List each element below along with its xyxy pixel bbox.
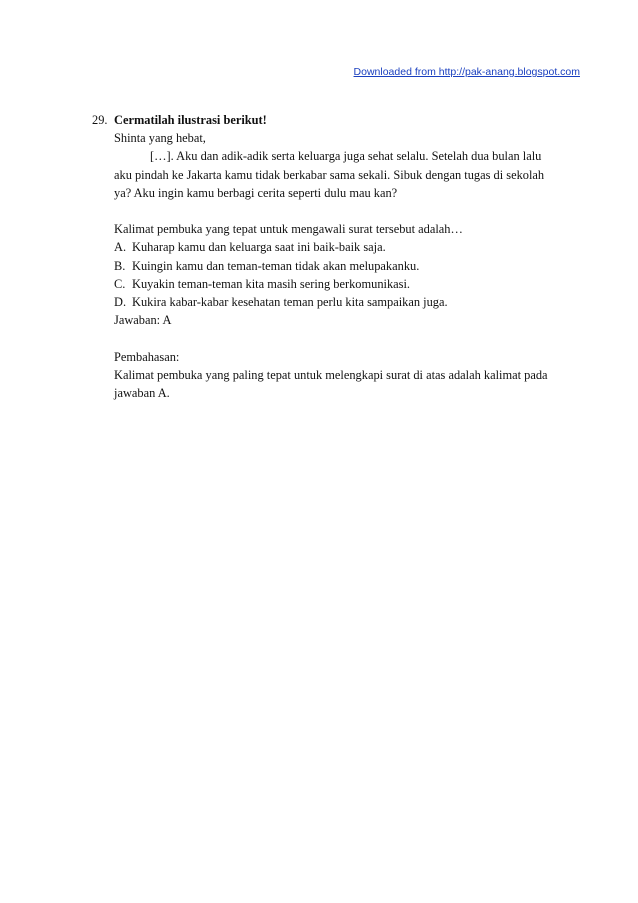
answer-key: Jawaban: A <box>114 313 172 328</box>
discussion-label: Pembahasan: <box>114 349 180 364</box>
letter-line-2: aku pindah ke Jakarta kamu tidak berkabar sama sekali. Sibuk dengan tugas di sekolah <box>114 167 545 182</box>
option-c <box>114 275 562 293</box>
option-d <box>114 293 562 311</box>
question-prompt: Kalimat pembuka yang tepat untuk mengawali surat tersebut adalah… <box>114 222 463 237</box>
option-b <box>114 257 562 275</box>
option-a <box>114 238 562 256</box>
question-body <box>92 129 562 402</box>
option-letter: C. <box>114 276 126 291</box>
spacer <box>114 329 562 347</box>
discussion-line-1: Kalimat pembuka yang paling tepat untuk melengkapi surat di atas adalah kalimat pada <box>114 367 548 382</box>
option-text: Kuharap kamu dan keluarga saat ini baik-baik saja. <box>132 240 386 255</box>
letter-line-1: […]. Aku dan adik-adik serta keluarga juga sehat selalu. Setelah dua bulan lalu <box>150 149 542 164</box>
source-link[interactable]: Downloaded from http://pak-anang.blogspot.com <box>353 66 580 78</box>
question-number: 29. <box>92 113 108 127</box>
option-letter: B. <box>114 258 126 273</box>
question-instruction: Cermatilah ilustrasi berikut! <box>114 113 267 127</box>
option-letter: A. <box>114 240 127 255</box>
option-letter: D. <box>114 295 127 310</box>
letter-line-3: ya? Aku ingin kamu berbagi cerita seperti dulu mau kan? <box>114 185 398 200</box>
spacer <box>114 202 562 220</box>
letter-greeting: Shinta yang hebat, <box>114 131 206 146</box>
option-text: Kuyakin teman-teman kita masih sering berkomunikasi. <box>132 276 411 291</box>
option-text: Kuingin kamu dan teman-teman tidak akan melupakanku. <box>132 258 420 273</box>
question-29 <box>92 111 562 402</box>
question-header <box>92 111 562 129</box>
option-text: Kukira kabar-kabar kesehatan teman perlu kita sampaikan juga. <box>132 295 448 310</box>
discussion-line-2: jawaban A. <box>114 386 170 401</box>
